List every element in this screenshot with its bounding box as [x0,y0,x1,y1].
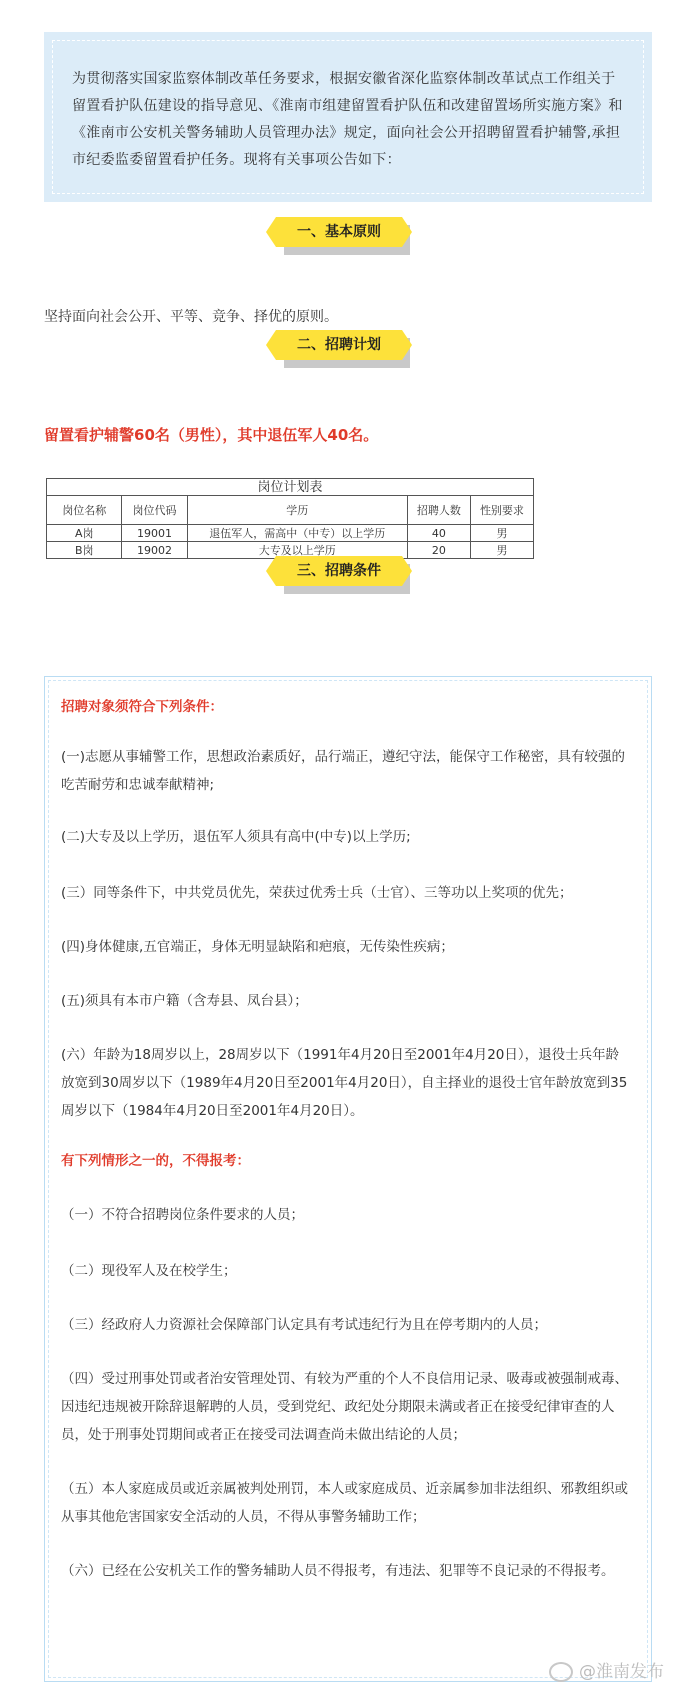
header-position-code: 岗位代码 [122,496,187,525]
cell-gender: 男 [470,525,533,542]
cell-position-name: A岗 [47,525,122,542]
section-title-principles: 一、基本原则 [297,224,381,240]
plan-summary: 留置看护辅警60名（男性），其中退伍军人40名。 [44,426,379,444]
conditions-heading: 招聘对象须符合下列条件： [61,699,223,715]
section-title-conditions: 三、招聘条件 [297,563,381,579]
exclusion-item: （三）经政府人力资源社会保障部门认定具有考试违纪行为且在停考期内的人员； [61,1317,547,1333]
cell-position-code: 19002 [122,542,187,559]
cell-position-code: 19001 [122,525,187,542]
intro-box [44,32,652,202]
table-row [47,525,534,542]
principle-text: 坚持面向社会公开、平等、竞争、择优的原则。 [44,309,338,325]
condition-item: (六）年龄为18周岁以上，28周岁以下（1991年4月20日至2001年4月20日），退役士兵年龄放宽到30周岁以下（1989年4月20日至2001年4月20日），自主择业的退役士官年龄放宽到35周岁以下（1984年4月20日至2001年4月20日）。 [61,1047,628,1119]
condition-item: (三）同等条件下，中共党员优先，荣获过优秀士兵（士官）、三等功以上奖项的优先； [61,885,573,901]
section-badge-conditions [276,556,410,594]
exclusion-item: （六）已经在公安机关工作的警务辅助人员不得报考，有违法、犯罪等不良记录的不得报考。 [61,1563,615,1579]
header-education: 学历 [187,496,407,525]
weibo-watermark [549,1657,664,1682]
cell-headcount: 40 [407,525,470,542]
condition-item: (四)身体健康,五官端正，身体无明显缺陷和疤痕，无传染性疾病； [61,939,454,955]
header-gender: 性别要求 [470,496,533,525]
weibo-icon [549,1662,573,1682]
condition-item: (二)大专及以上学历，退伍军人须具有高中(中专)以上学历; [61,829,411,845]
intro-text: 为贯彻落实国家监察体制改革任务要求，根据安徽省深化监察体制改革试点工作组关于留置看护队伍建设的指导意见、《淮南市组建留置看护队伍和改建留置场所实施方案》和《淮南市公安机关警务辅助人员管理办法》规定，面向社会公开招聘留置看护辅警,承担市纪委监委留置看护任务。现将有关事项公告如下： [72,71,623,168]
exclusion-item: （二）现役军人及在校学生； [61,1263,237,1279]
cell-education: 退伍军人，需高中（中专）以上学历 [187,525,407,542]
cell-gender: 男 [470,542,533,559]
cell-education: 大专及以上学历 [187,542,407,559]
conditions-box [44,676,652,1682]
section-title-plan: 二、招聘计划 [297,337,381,353]
exclusion-item: （四）受过刑事处罚或者治安管理处罚、有较为严重的个人不良信用记录、吸毒或被强制戒毒、因违纪违规被开除辞退解聘的人员，受到党纪、政纪处分期限未满或者正在接受纪律审查的人员，处于刑事处罚期间或者正在接受司法调查尚未做出结论的人员； [61,1371,628,1443]
cell-position-name: B岗 [47,542,122,559]
condition-item: (一)志愿从事辅警工作，思想政治素质好，品行端正，遵纪守法，能保守工作秘密，具有较强的吃苦耐劳和忠诚奉献精神; [61,749,626,793]
table-caption: 岗位计划表 [47,479,534,496]
header-headcount: 招聘人数 [407,496,470,525]
exclusion-item: （五）本人家庭成员或近亲属被判处刑罚，本人或家庭成员、近亲属参加非法组织、邪教组织或从事其他危害国家安全活动的人员，不得从事警务辅助工作； [61,1481,628,1525]
table-header-row [47,496,534,525]
section-badge-principles [276,217,410,255]
exclusion-item: （一）不符合招聘岗位条件要求的人员； [61,1207,304,1223]
watermark-text: @淮南发布 [579,1662,664,1682]
exclusions-heading: 有下列情形之一的，不得报考： [61,1153,250,1169]
position-plan-table [46,478,534,559]
header-position-name: 岗位名称 [47,496,122,525]
cell-headcount: 20 [407,542,470,559]
section-badge-plan [276,330,410,368]
condition-item: (五)须具有本市户籍（含寿县、凤台县）； [61,993,308,1009]
